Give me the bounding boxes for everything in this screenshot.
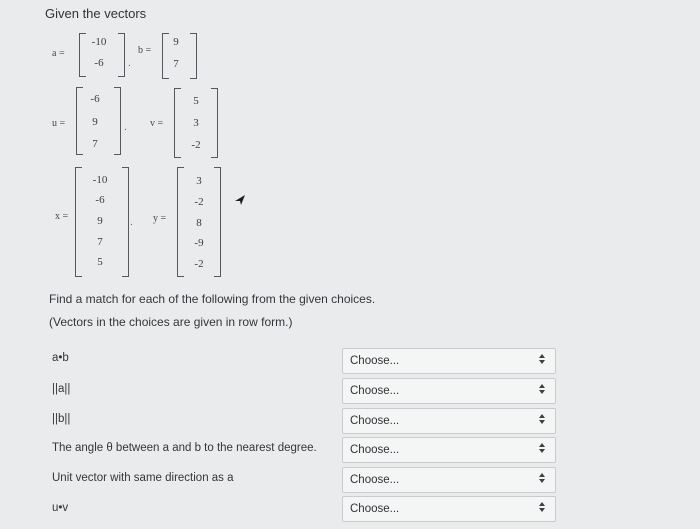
- vector-x-name: x =: [55, 211, 69, 222]
- question-label-unit-vector: Unit vector with same direction as a: [52, 472, 234, 484]
- page-heading: Given the vectors: [45, 6, 147, 21]
- vector-x-entry: -6: [95, 194, 105, 206]
- mouse-pointer-icon: [234, 194, 246, 206]
- choice-select-angle[interactable]: [342, 437, 556, 463]
- choice-select-dot-product-ab[interactable]: [342, 348, 556, 374]
- question-label-dot-product-ab: a•b: [52, 352, 69, 364]
- vector-x-entry: 9: [97, 215, 103, 227]
- vector-b-right-bracket: [190, 33, 197, 79]
- choice-select-norm-a[interactable]: [342, 378, 556, 404]
- vector-x-right-bracket: [122, 167, 129, 277]
- vector-x-entry: 7: [97, 236, 103, 248]
- instruction-line-2: (Vectors in the choices are given in row form.): [49, 315, 293, 329]
- vector-y-entry: -2: [194, 258, 204, 270]
- choice-select-dot-product-uv[interactable]: [342, 496, 556, 522]
- updown-caret-icon: [538, 413, 546, 429]
- choice-select-value: Choose...: [350, 355, 400, 367]
- vector-y-right-bracket: [214, 167, 221, 277]
- vector-v-left-bracket: [174, 88, 181, 158]
- vector-y-entry: -2: [194, 196, 204, 208]
- updown-caret-icon: [538, 383, 546, 399]
- vector-v-name: v =: [150, 118, 164, 129]
- vector-y-name: y =: [153, 213, 167, 224]
- vector-a-right-bracket: [118, 33, 125, 77]
- vector-u-entry: 7: [92, 138, 98, 150]
- choice-select-value: Choose...: [350, 444, 400, 456]
- vector-a-name: a =: [52, 48, 65, 59]
- vector-a-entry: -6: [94, 57, 104, 69]
- vector-x-entry: 5: [97, 256, 103, 268]
- vector-v-entry: -2: [191, 139, 201, 151]
- instruction-line-1: Find a match for each of the following from the given choices.: [49, 292, 376, 306]
- choice-select-value: Choose...: [350, 503, 400, 515]
- question-label-norm-b: ||b||: [52, 413, 71, 425]
- vector-b-entry: 9: [173, 36, 179, 48]
- updown-caret-icon: [538, 442, 546, 458]
- vector-b-entry: 7: [173, 58, 179, 70]
- vector-y-entry: 8: [196, 217, 202, 229]
- vector-v-entry: 5: [193, 95, 199, 107]
- question-label-dot-product-uv: u•v: [52, 502, 69, 514]
- choice-select-unit-vector[interactable]: [342, 467, 556, 493]
- question-label-angle: The angle θ between a and b to the nearest degree.: [52, 442, 317, 454]
- vector-v-entry: 3: [193, 117, 199, 129]
- vector-u-right-bracket: [114, 87, 121, 155]
- vector-b-name: b =: [138, 45, 152, 56]
- vector-v-right-bracket: [211, 88, 218, 158]
- updown-caret-icon: [538, 501, 546, 517]
- separator-dot: .: [128, 58, 131, 69]
- vector-a-entry: -10: [91, 36, 107, 48]
- separator-dot: .: [124, 122, 127, 133]
- vector-y-left-bracket: [177, 167, 184, 277]
- choice-select-value: Choose...: [350, 474, 400, 486]
- updown-caret-icon: [538, 353, 546, 369]
- choice-select-value: Choose...: [350, 415, 400, 427]
- updown-caret-icon: [538, 472, 546, 488]
- vector-u-entry: 9: [92, 116, 98, 128]
- vector-y-entry: 3: [196, 175, 202, 187]
- vector-y-entry: -9: [194, 237, 204, 249]
- vector-x-left-bracket: [75, 167, 82, 277]
- vector-u-entry: -6: [90, 93, 100, 105]
- vector-u-name: u =: [52, 118, 66, 129]
- choice-select-norm-b[interactable]: [342, 408, 556, 434]
- choice-select-value: Choose...: [350, 385, 400, 397]
- separator-dot: .: [130, 217, 133, 228]
- question-label-norm-a: ||a||: [52, 383, 71, 395]
- vector-x-entry: -10: [92, 174, 108, 186]
